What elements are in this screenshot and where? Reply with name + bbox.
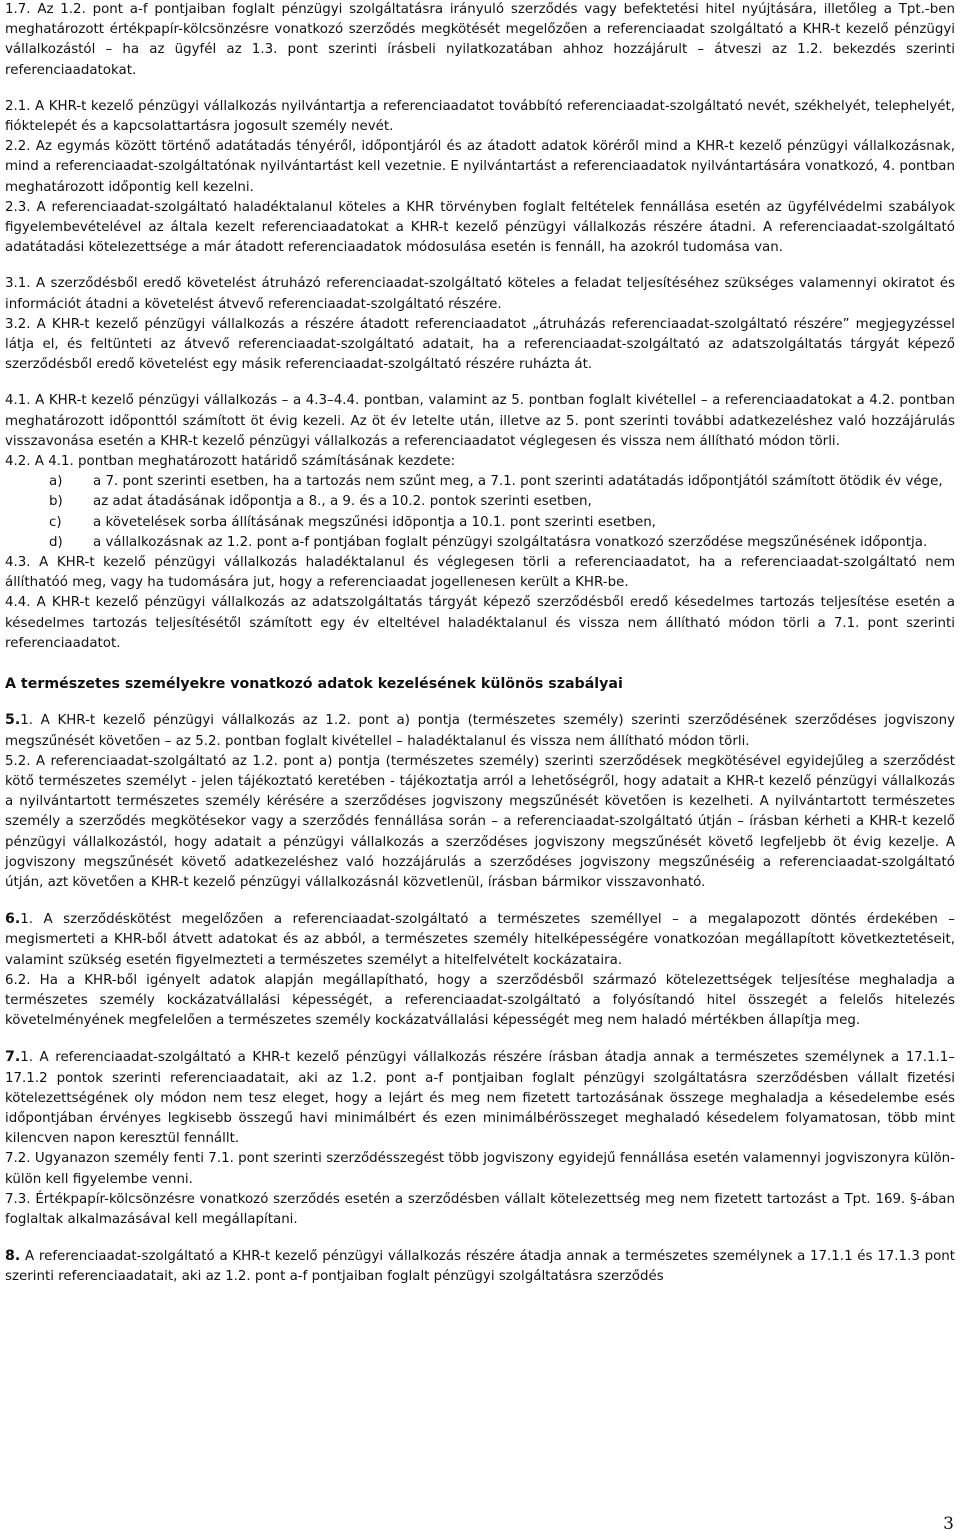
paragraph-text: 1. A szerződéskötést megelőzően a referenciaadat-szolgáltató a természetes személlyel – a megalapozott döntés érdekében – megismerteti a KHR-ből átvett adatokat és az abból, a természetes személy hitelképességére vonatkozóan megállapított következtetéseit, valamint szükség esetén figyelmezteti a természetes személyt a hitelfelvételt kockázataira. [5,912,955,968]
paragraph-7-3: 7.3. Értékpapír-kölcsönzésre vonatkozó szerződés esetén a szerződésben vállalt kötelezettség meg nem fizetett tartozást a Tpt. 169. §-ában foglaltak alkalmazásával kell megállapítani. [5,1191,955,1227]
paragraph-2-1: 2.1. A KHR-t kezelő pénzügyi vállalkozás nyilvántartja a referenciaadatot továbbító referenciaadat-szolgáltató nevét, székhelyét, telephelyét, fióktelepét és a kapcsolattartásra jogosult személy nevét. [5,98,955,135]
paragraph-5-2: 5.2. A referenciaadat-szolgáltató az 1.2. pont a) pontja (természetes személy) szerinti szerződések megkötésével egyidejűleg a szerződést kötő természetes személyt - jelen tájékoztató keretében - tájékoztatja arról a lehetőségről, hogy adatait a KHR-t kezelő pénzügyi vállalkozás a nyilvántartott természetes személy kérésére a szerződéses jogviszony megszűnését követően is kezelheti. A nyilvántartott természetes személy a szerződés megkötésekor vagy a szerződés fennállása során – a referenciaadat-szolgáltató útján – írásban kérheti a KHR-t kezelő pénzügyi vállalkozástól, hogy adatait a pénzügyi vállalkozás a szerződéses jogviszony megszűnését követő legfeljebb öt évig kezelje. A jogviszony megszűnését követő adatkezeléshez való hozzájárulás a szerződéses jogviszony megszűnéséig a referenciaadat-szolgáltató útján, azt követően a KHR-t kezelő pénzügyi vállalkozásnál közvetlenül, írásban bármikor visszavonható. [5,753,955,890]
paragraph-7-1 [5,1047,955,1149]
list-item-a [5,472,955,492]
paragraph-4-2: 4.2. A 4.1. pontban meghatározott határidő számításának kezdete: [5,454,456,470]
section-number: 8. [5,1248,21,1265]
paragraph-7-2: 7.2. Ugyanazon személy fenti 7.1. pont szerinti szerződésszegést több jogviszony egyidejű fennállása esetén valamennyi jogviszonyra külön-külön kell figyelembe venni. [5,1151,955,1187]
section-number: 5. [5,712,21,729]
section-heading: A természetes személyekre vonatkozó adatok kezelésének különös szabályai [5,676,623,693]
paragraph-3-2: 3.2. A KHR-t kezelő pénzügyi vállalkozás a részére átadott referenciaadatot „átruházás referenciaadat-szolgáltató részére” megjegyzéssel látja el, és feltünteti az átvevő referenciaadat-szolgáltató adatait, ha a referenciaadat-szolgáltató az adatszolgáltatás tárgyát képező szerződésből eredő követelést egy másik referenciaadat-szolgáltató részére ruházta át. [5,316,955,373]
list-marker: c) [49,514,62,530]
paragraph-2-2: 2.2. Az egymás között történő adatátadás tényéről, időpontjáról és az átadott adatok köréről mind a KHR-t kezelő pénzügyi vállalkozásnak, mind a referenciaadat-szolgáltatónak nyilvántartást kell vezetnie. E nyilvántartást a referenciaadatok nyilvántartására vonatkozó, 4. pontban meghatározott időpontig kell kezelni. [5,139,955,195]
section-number: 7. [5,1049,21,1066]
paragraph-2-3: 2.3. A referenciaadat-szolgáltató haladéktalanul köteles a KHR törvényben foglalt feltételek fennállása esetén az ügyfélvédelmi szabályok figyelembevételével az általa kezelt referenciaadatokat a KHR-t kezelő pénzügyi vállalkozás részére átadni. A referenciaadat-szolgáltató adatátadási kötelezettsége a már átadott referenciaadatok módosulása esetén is fennáll, ha azokról tudomása van. [5,199,955,256]
paragraph-text: A referenciaadat-szolgáltató a KHR-t kezelő pénzügyi vállalkozás részére átadja annak a természetes személynek a 17.1.1 és 17.1.3 pont szerinti referenciaadatait, aki az 1.2. pont a-f pontjaiban foglalt pénzügyi szolgáltatásra szerződés [5,1249,955,1285]
paragraph-1-7: 1.7. Az 1.2. pont a-f pontjaiban foglalt pénzügyi szolgáltatásra irányuló szerződés vagy befektetési hitel nyújtására, illetőleg a Tpt.-ben meghatározott értékpapír-kölcsönzésre vonatkozó szerződés megkötését megelőzően a referenciaadat szolgáltató a KHR-t kezelő pénzügyi vállalkozástól – ha az ügyfél az 1.3. pont szerinti írásbeli nyilatkozatában ahhoz hozzájárult – átveszi az 1.2. bekezdés szerinti referenciaadatokat. [5,2,955,78]
list-marker: b) [49,494,63,510]
paragraph-4-3: 4.3. A KHR-t kezelő pénzügyi vállalkozás haladéktalanul és véglegesen törli a referenciaadatot, ha a referenciaadat-szolgáltató nem állíthatóó meg, vagy ha tudomására jut, hogy a referenciaadat jogellenesen került a KHR-be. [5,555,955,591]
paragraph-5-1 [5,710,955,751]
list-item-c [5,513,955,533]
paragraph-6-1 [5,909,955,971]
list-item-b [5,492,955,512]
paragraph-4-1: 4.1. A KHR-t kezelő pénzügyi vállalkozás – a 4.3–4.4. pontban, valamint az 5. pontban foglalt kivétellel – a referenciaadatokat a 4.2. pontban meghatározott időponttól számított öt évig kezeli. Az öt év letelte után, illetve az 5. pont szerinti további adatkezeléshez való hozzájárulás visszavonása esetén a KHR-t kezelő pénzügyi vállalkozás a referenciaadatot véglegesen és vissza nem állítható módon törli. [5,393,955,449]
list-item-d [5,533,955,553]
list-text: a követelések sorba állításának megszűnési idõpontja a 10.1. pont szerinti esetben, [93,514,656,530]
list-marker: d) [49,534,63,550]
paragraph-6-2: 6.2. Ha a KHR-ből igényelt adatok alapján megállapítható, hogy a szerződésből származó kötelezettségek teljesítése meghaladja a természetes személy kockázatvállalási képességét, a referenciaadat-szolgáltató a folyósítandó hitel összegét a felelős hitelezés követelményének megfelelően a természetes személy kockázatvállalási képességét meg nem haladó mértékben állapítja meg. [5,972,955,1029]
paragraph-8 [5,1246,955,1287]
page-number: 3 [943,1514,954,1534]
list-text: a vállalkozásnak az 1.2. pont a-f pontjában foglalt pénzügyi szolgáltatásra vonatkozó szerződése megszűnésének időpontja. [93,534,928,550]
paragraph-3-1: 3.1. A szerződésből eredő követelést átruházó referenciaadat-szolgáltató köteles a feladat teljesítéséhez szükséges valamennyi okiratot és információt átadni a követelést átvevő referenciaadat-szolgáltató részére. [5,276,955,312]
paragraph-4-4: 4.4. A KHR-t kezelő pénzügyi vállalkozás az adatszolgáltatás tárgyát képező szerződésből eredő késedelmes tartozás teljesítése esetén a késedelmes tartozás teljesítésétől számított egy év elteltével haladéktalanul és vissza nem állítható módon törli a 7.1. pont szerinti referenciaadatot. [5,595,955,651]
paragraph-text: 1. A referenciaadat-szolgáltató a KHR-t kezelő pénzügyi vállalkozás részére írásban átadja annak a természetes személynek a 17.1.1–17.1.2 pontok szerinti referenciaadatait, aki az 1.2. pont a-f pontjaiban foglalt pénzügyi szolgáltatásra szerződésben vállalt fizetési kötelezettségének oly módon nem tesz eleget, hogy a lejárt és meg nem fizetett tartozásának összege meghaladja a késedelembe esés időpontjában érvényes legkisebb összegű havi minimálbért és ezen minimálbérösszeget meghaladó késedelem folyamatosan, több mint kilencven napon keresztül fennállt. [5,1050,955,1147]
document-body [5,0,955,1288]
paragraph-text: 1. A KHR-t kezelő pénzügyi vállalkozás az 1.2. pont a) pontja (természetes személy) szerinti szerződésének szerződéses jogviszony megszűnését követően – az 5.2. pontban foglalt kivétellel – haladéktalanul és vissza nem állítható módon törli. [5,713,955,749]
list-text: a 7. pont szerinti esetben, ha a tartozás nem szűnt meg, a 7.1. pont szerinti adatátadás időpontjától számított ötödik év vége, [93,474,943,490]
section-number: 6. [5,911,21,928]
list-marker: a) [49,474,63,490]
list-text: az adat átadásának időpontja a 8., a 9. és a 10.2. pontok szerinti esetben, [93,494,592,510]
